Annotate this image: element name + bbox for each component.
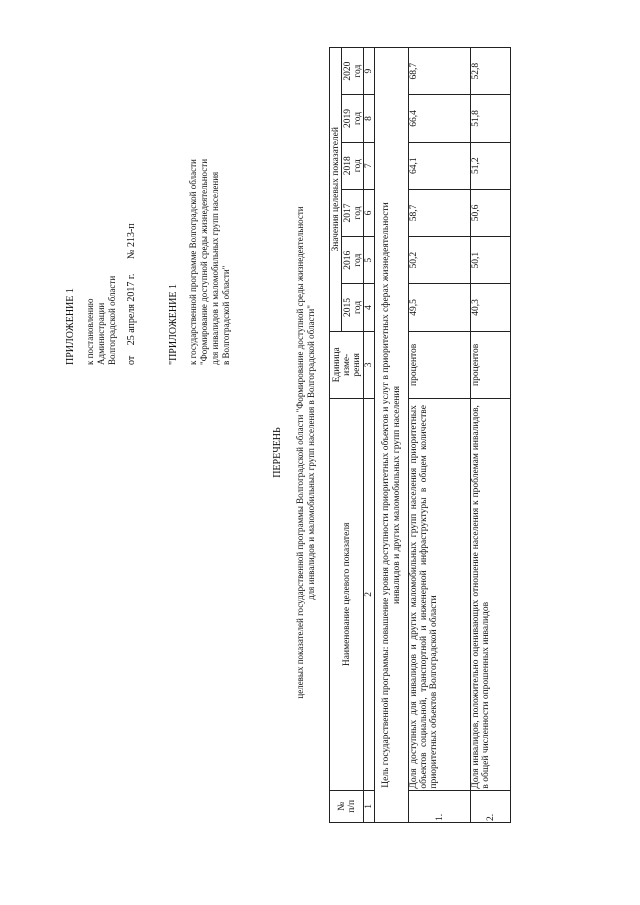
year-label: 2017 (342, 203, 353, 223)
col-number: 8 (364, 95, 375, 142)
value-2017: 50,6 (471, 189, 511, 236)
header-unit (330, 331, 364, 399)
column-numbers-row (364, 48, 375, 823)
year-unit: год (352, 206, 363, 220)
col-number: 7 (364, 142, 375, 189)
value-2019: 66,4 (409, 95, 471, 142)
year-unit: год (352, 159, 363, 173)
appendix-line3: Волгоградской области (107, 275, 117, 365)
header-num-2: п/п (346, 799, 357, 813)
appendix-number: № 213-п (126, 223, 137, 260)
value-2017: 58,7 (409, 189, 471, 236)
header-year-2017 (342, 189, 364, 236)
appendix-line2: Администрации (96, 302, 106, 365)
appendix2-line1: к государственной программе Волгоградской области (188, 159, 198, 365)
header-values-group: Значения целевых показателей (330, 48, 342, 332)
year-unit: год (352, 300, 363, 314)
value-2018: 51,2 (471, 142, 511, 189)
doc-title: ПЕРЕЧЕНЬ (272, 427, 283, 478)
header-unit-3: рения (351, 353, 362, 377)
header-year-2019 (342, 95, 364, 142)
year-unit: год (352, 111, 363, 125)
program-goal: Цель государственной программы: повышение уровня доступности приоритетных объектов и услуг в приоритетных сферах жизнедеятельности инвалидов и других маломобильных групп населения (375, 48, 409, 823)
appendix-date-line (126, 223, 137, 365)
appendix2-title: "ПРИЛОЖЕНИЕ 1 (168, 284, 179, 365)
year-label: 2015 (342, 297, 353, 317)
header-name: Наименование целевого показателя (330, 399, 364, 791)
col-number: 5 (364, 237, 375, 284)
header-unit-1: Единица (331, 347, 342, 383)
header-year-2018 (342, 142, 364, 189)
col-number: 2 (364, 399, 375, 791)
header-num-1: № (336, 801, 347, 811)
header-unit-2: изме- (341, 353, 352, 376)
header-year-2015 (342, 284, 364, 331)
col-number: 4 (364, 284, 375, 331)
header-num (330, 790, 364, 822)
value-2015: 49,5 (409, 284, 471, 331)
col-number: 3 (364, 331, 375, 399)
header-year-2016 (342, 237, 364, 284)
indicator-unit: процентов (409, 331, 471, 399)
indicator-name: Доля доступных для инвалидов и других маломобильных групп населения приоритетных объектов социальной, транспортной и инженерной инфраструктуры в общем количестве приоритетных объектов Волгоградской области (409, 399, 471, 791)
value-2018: 64,1 (409, 142, 471, 189)
doc-subtitle-line2: для инвалидов и маломобильных групп населения в Волгоградской области" (306, 305, 316, 600)
year-label: 2018 (342, 156, 353, 176)
value-2020: 52,8 (471, 48, 511, 95)
year-label: 2016 (342, 250, 353, 270)
appendix-date: 25 апреля 2017 г. (126, 273, 137, 346)
indicator-name: Доля инвалидов, положительно оценивающих отношение населения к проблемам инвалидов, в общей численности опрошенных инвалидов (471, 399, 511, 791)
value-2015: 40,3 (471, 284, 511, 331)
appendix-date-prefix: от (126, 355, 137, 365)
appendix-title: ПРИЛОЖЕНИЕ 1 (65, 288, 76, 365)
year-label: 2019 (342, 108, 353, 128)
table-row (409, 48, 471, 823)
appendix-line1: к постановлению (85, 298, 95, 365)
doc-subtitle-line1: целевых показателей государственной программы Волгоградской области "Формирование доступной среды жизнедеятельности (295, 206, 305, 699)
col-number: 6 (364, 189, 375, 236)
row-number: 1. (409, 790, 471, 822)
year-unit: год (352, 64, 363, 78)
header-year-2020 (342, 48, 364, 95)
year-unit: год (352, 253, 363, 267)
col-number: 1 (364, 790, 375, 822)
value-2016: 50,1 (471, 237, 511, 284)
col-number: 9 (364, 48, 375, 95)
goal-row (375, 48, 409, 823)
indicators-table (329, 47, 511, 823)
row-number: 2. (471, 790, 511, 822)
appendix2-line3: для инвалидов и маломобильных групп населения (210, 171, 220, 365)
appendix2-line4: в Волгоградской области" (221, 265, 231, 365)
appendix2-line2: "Формирование доступной среды жизнедеятельности (199, 158, 209, 365)
year-label: 2020 (342, 61, 353, 81)
value-2020: 68,7 (409, 48, 471, 95)
indicator-unit: процентов (471, 331, 511, 399)
header-row-1 (330, 48, 342, 823)
table-row (471, 48, 511, 823)
value-2016: 50,2 (409, 237, 471, 284)
value-2019: 51,8 (471, 95, 511, 142)
